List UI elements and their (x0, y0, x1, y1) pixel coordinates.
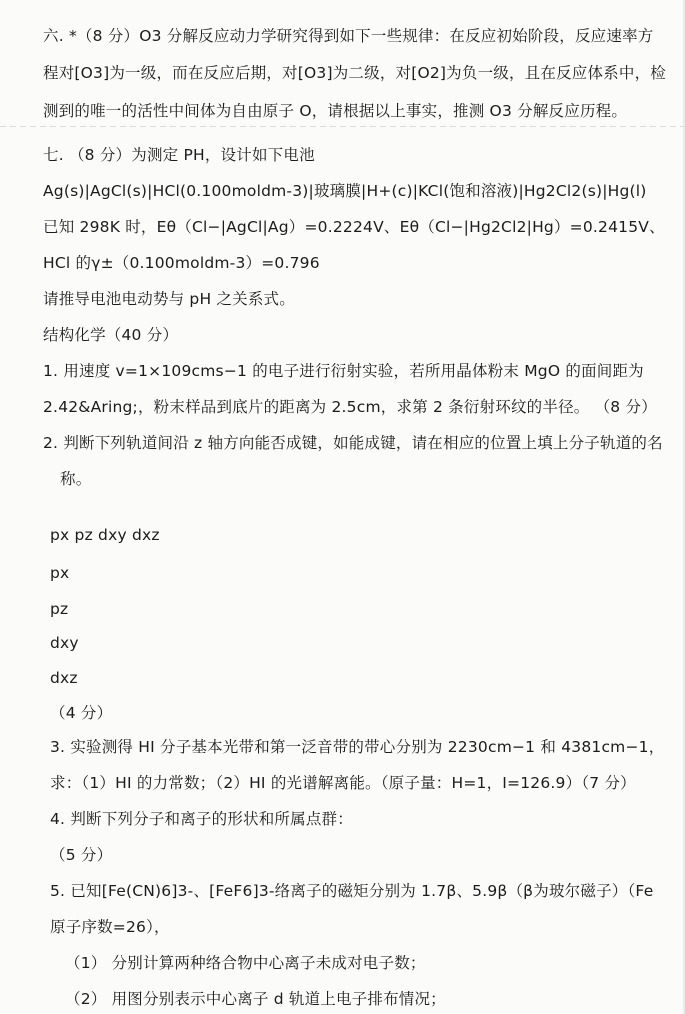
sc-q2-line-2: 称。 (60, 470, 92, 488)
sc-q3-line-2: 求：（1）HI 的力常数；（2）HI 的光谱解离能。（原子量：H=1，I=126.9）（7 分） (50, 774, 636, 792)
q7-cell-notation: Ag(s)|AgCl(s)|HCl(0.100moldm-3)|玻璃膜|H+(c)|KCl(饱和溶液)|Hg2Cl2(s)|Hg(l) (43, 182, 647, 200)
q7-task: 请推导电池电动势与 pH 之关系式。 (43, 290, 295, 308)
q7-heading: 七. （8 分）为测定 PH，设计如下电池 (43, 146, 315, 164)
scan-fold-line (0, 126, 685, 127)
orbital-row-dxy: dxy (50, 634, 79, 652)
section-heading-structural-chemistry: 结构化学（40 分） (43, 326, 179, 344)
orbital-row-px: px (50, 564, 70, 582)
sc-q2-line-1: 2. 判断下列轨道间沿 z 轴方向能否成键，如能成键，请在相应的位置上填上分子轨道的名 (43, 434, 663, 452)
q6-line-2: 程对[O3]为一级，而在反应后期，对[O3]为二级，对[O2]为负一级，且在反应体系中，检 (43, 64, 666, 82)
sc-q3-line-1: 3. 实验测得 HI 分子基本光带和第一泛音带的带心分别为 2230cm−1 和 4381cm−1， (50, 738, 665, 756)
sc-q5-sub-2: （2） 用图分别表示中心离子 d 轨道上电子排布情况； (65, 990, 446, 1008)
sc-q2-score: （4 分） (50, 704, 113, 722)
sc-q5-line-2: 原子序数=26）， (50, 918, 170, 936)
q7-activity-coefficient: HCl 的γ±（0.100moldm-3）=0.796 (43, 254, 320, 272)
q6-line-3: 测到的唯一的活性中间体为自由原子 O，请根据以上事实，推测 O3 分解反应历程。 (43, 102, 628, 120)
sc-q5-line-1: 5. 已知[Fe(CN)6]3-、[FeF6]3-络离子的磁矩分别为 1.7β、5.9β（β为玻尔磁子）（Fe (50, 882, 654, 900)
sc-q4-line: 4. 判断下列分子和离子的形状和所属点群： (50, 810, 353, 828)
orbital-row-pz: pz (50, 600, 69, 618)
sc-q4-score: （5 分） (50, 846, 113, 864)
q6-line-1: 六. *（8 分）O3 分解反应动力学研究得到如下一些规律：在反应初始阶段，反应速率方 (43, 27, 654, 45)
sc-q1-line-2: 2.42&Aring;，粉末样品到底片的距离为 2.5cm，求第 2 条衍射环纹的半径。 （8 分） (43, 398, 657, 416)
sc-q5-sub-1: （1） 分别计算两种络合物中心离子未成对电子数； (65, 954, 426, 972)
orbital-row-dxz: dxz (50, 669, 78, 687)
sc-q1-line-1: 1. 用速度 v=1×109cms−1 的电子进行衍射实验，若所用晶体粉末 MgO 的面间距为 (43, 362, 644, 380)
q7-given-potentials: 已知 298K 时，Eθ（Cl−|AgCl|Ag）=0.2224V、Eθ（Cl−|Hg2Cl2|Hg）=0.2415V、 (43, 218, 665, 236)
orbital-table-header: px pz dxy dxz (50, 526, 160, 544)
